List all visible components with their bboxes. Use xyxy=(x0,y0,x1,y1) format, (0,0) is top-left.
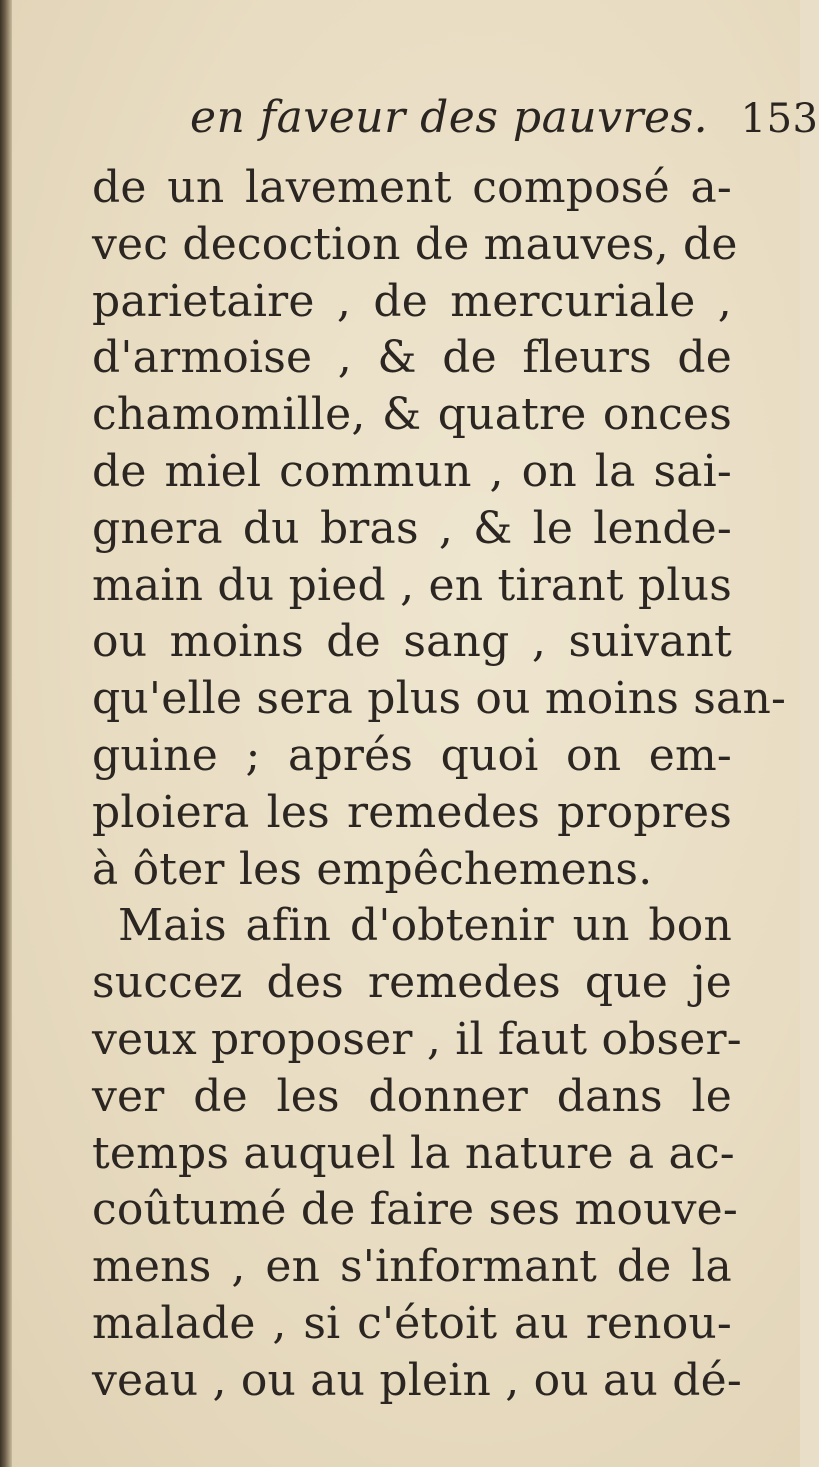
text-line: succez des remedes que je xyxy=(92,957,732,1009)
text-line: mens , en s'informant de la xyxy=(92,1241,732,1293)
text-line: gnera du bras , & le lende- xyxy=(92,502,732,554)
text-line: vec decoction de mauves, de xyxy=(92,218,738,270)
text-line: qu'elle sera plus ou moins san- xyxy=(92,673,787,725)
text-line: à ôter les empêchemens. xyxy=(92,843,653,895)
body-text xyxy=(92,160,787,1410)
text-line: parietaire , de mercuriale , xyxy=(92,275,732,327)
text-line: ploiera les remedes propres xyxy=(92,786,732,838)
text-line: Mais afin d'obtenir un bon xyxy=(118,900,732,952)
text-line: de un lavement composé a- xyxy=(92,162,732,213)
text-line: chamomille, & quatre onces xyxy=(92,389,732,441)
text-line: ou moins de sang , suivant xyxy=(92,616,732,668)
text-line: ver de les donner dans le xyxy=(92,1070,732,1122)
running-head xyxy=(190,92,819,162)
text-line: veau , ou au plein , ou au dé- xyxy=(92,1354,742,1406)
text-line: de miel commun , on la sai- xyxy=(92,445,732,497)
text-line: guine ; aprés quoi on em- xyxy=(92,729,732,781)
text-line: temps auquel la nature a ac- xyxy=(92,1127,735,1179)
text-line: coûtumé de faire ses mouve- xyxy=(92,1184,738,1236)
binding-edge xyxy=(0,0,12,1467)
text-line: malade , si c'étoit au renou- xyxy=(92,1297,732,1349)
text-line: d'armoise , & de fleurs de xyxy=(92,332,732,384)
page-number: 153 xyxy=(740,96,819,142)
running-head-title: en faveur des pauvres. xyxy=(190,92,709,143)
text-line: main du pied , en tirant plus xyxy=(92,559,732,611)
text-line: veux proposer , il faut obser- xyxy=(92,1013,742,1065)
